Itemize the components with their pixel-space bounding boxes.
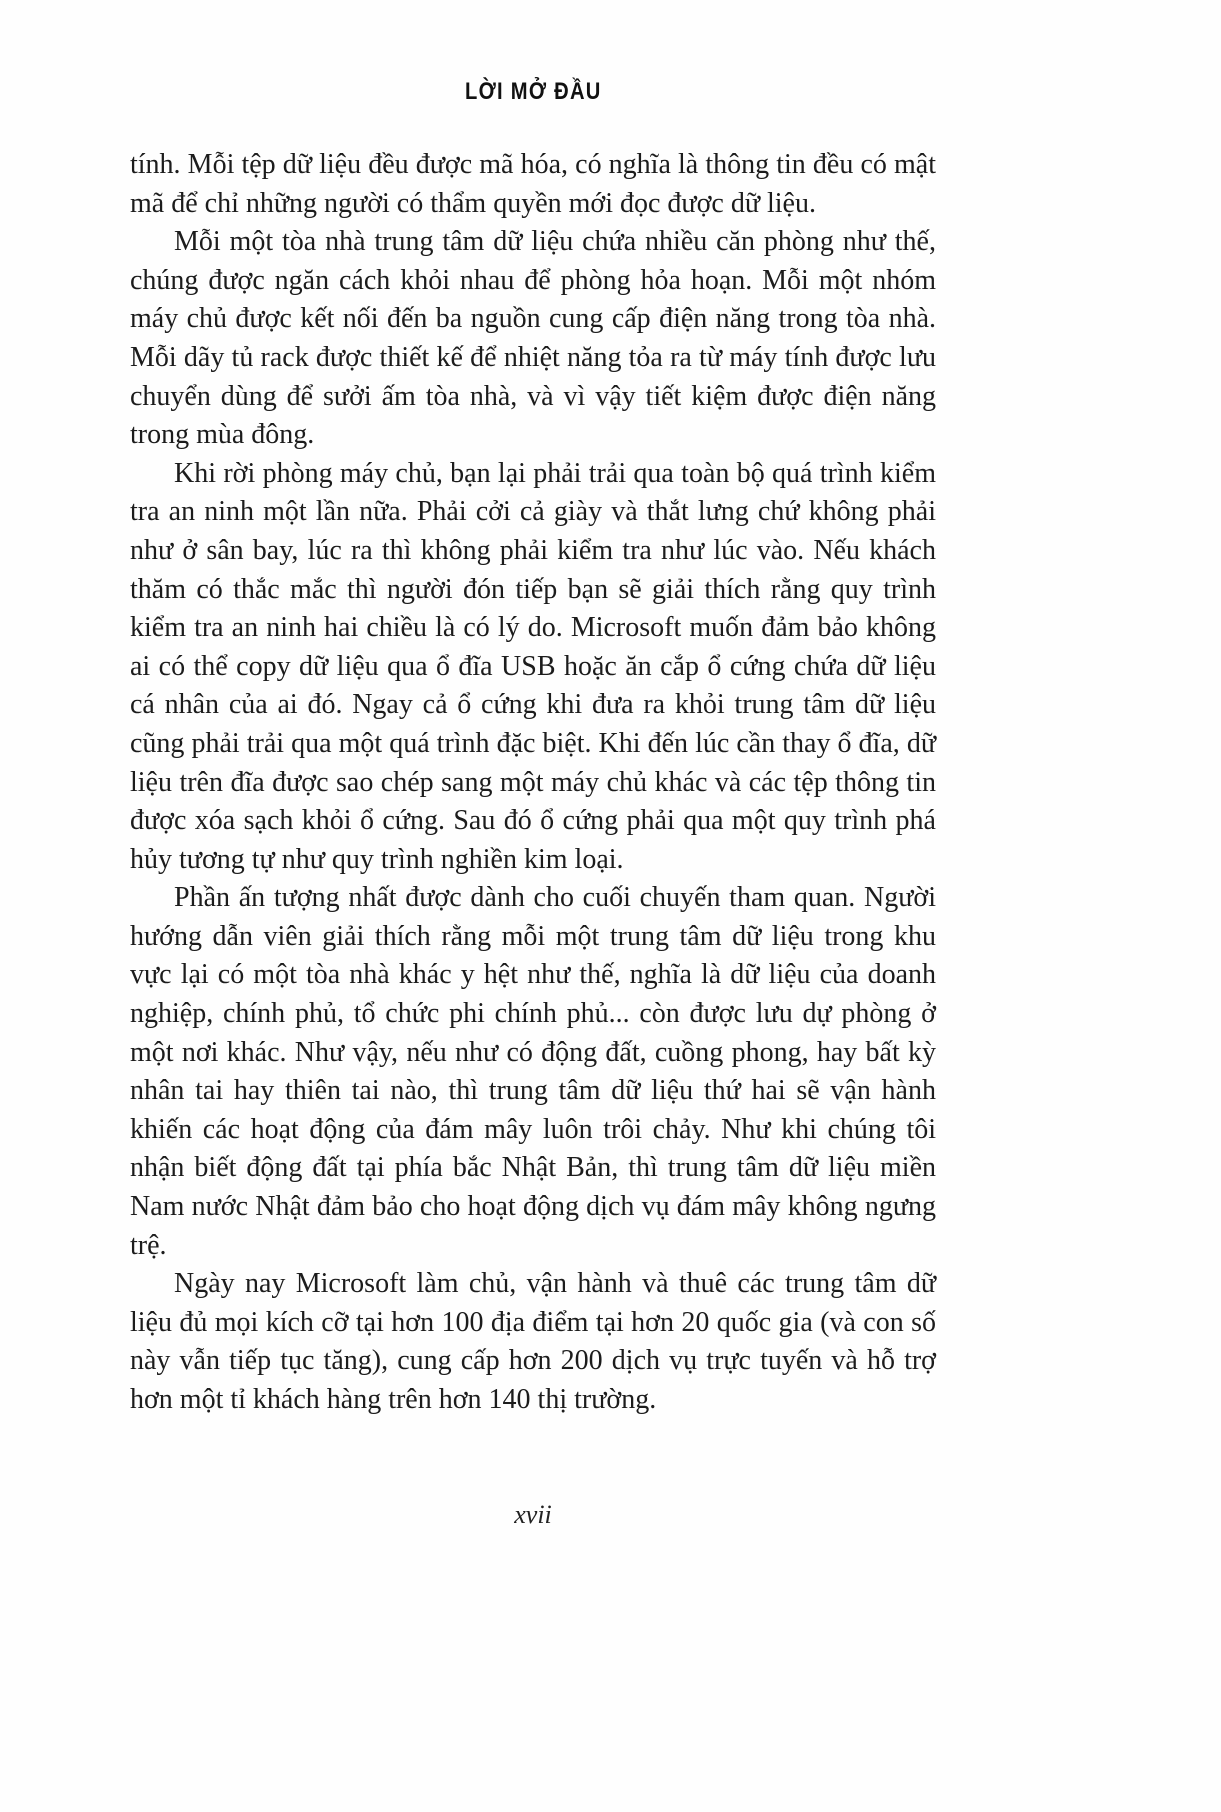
- paragraph: Phần ấn tượng nhất được dành cho cuối chuyến tham quan. Người hướng dẫn viên giải thích rằng mỗi một trung tâm dữ liệu trong khu vực lại có một tòa nhà khác y hệt như thế, nghĩa là dữ liệu của doanh nghiệp, chính phủ, tổ chức phi chính phủ... còn được lưu dự phòng ở một nơi khác. Như vậy, nếu như có động đất, cuồng phong, hay bất kỳ nhân tai hay thiên tai nào, thì trung tâm dữ liệu thứ hai sẽ vận hành khiến các hoạt động của đám mây luôn trôi chảy. Như khi chúng tôi nhận biết động đất tại phía bắc Nhật Bản, thì trung tâm dữ liệu miền Nam nước Nhật đảm bảo cho hoạt động dịch vụ đám mây không ngưng trệ.: [130, 882, 936, 1261]
- page-number: xvii: [514, 1500, 552, 1529]
- running-head: [130, 78, 936, 106]
- paragraph: Mỗi một tòa nhà trung tâm dữ liệu chứa nhiều căn phòng như thế, chúng được ngăn cách khỏi nhau để phòng hỏa hoạn. Mỗi một nhóm máy chủ được kết nối đến ba nguồn cung cấp điện năng trong tòa nhà. Mỗi dãy tủ rack được thiết kế để nhiệt năng tỏa ra từ máy tính được lưu chuyển dùng để sưởi ấm tòa nhà, và vì vậy tiết kiệm được điện năng trong mùa đông.: [130, 226, 936, 451]
- paragraph: tính. Mỗi tệp dữ liệu đều được mã hóa, có nghĩa là thông tin đều có mật mã để chỉ những người có thẩm quyền mới đọc được dữ liệu.: [130, 149, 936, 219]
- paragraph: Khi rời phòng máy chủ, bạn lại phải trải qua toàn bộ quá trình kiểm tra an ninh một lần nữa. Phải cởi cả giày và thắt lưng chứ không phải như ở sân bay, lúc ra thì không phải kiểm tra như lúc vào. Nếu khách thăm có thắc mắc thì người đón tiếp bạn sẽ giải thích rằng quy trình kiểm tra an ninh hai chiều là có lý do. Microsoft muốn đảm bảo không ai có thể copy dữ liệu qua ổ đĩa USB hoặc ăn cắp ổ cứng chứa dữ liệu cá nhân của ai đó. Ngay cả ổ cứng khi đưa ra khỏi trung tâm dữ liệu cũng phải trải qua một quá trình đặc biệt. Khi đến lúc cần thay ổ đĩa, dữ liệu trên đĩa được sao chép sang một máy chủ khác và các tệp thông tin được xóa sạch khỏi ổ cứng. Sau đó ổ cứng phải qua một quy trình phá hủy tương tự như quy trình nghiền kim loại.: [130, 457, 936, 875]
- body-text: [130, 146, 936, 1420]
- chapter-title: LỜI MỞ ĐẦU: [464, 78, 602, 105]
- paragraph: Ngày nay Microsoft làm chủ, vận hành và thuê các trung tâm dữ liệu đủ mọi kích cỡ tại hơn 100 địa điểm tại hơn 20 quốc gia (và con số này vẫn tiếp tục tăng), cung cấp hơn 200 dịch vụ trực tuyến và hỗ trợ hơn một tỉ khách hàng trên hơn 140 thị trường.: [130, 1268, 936, 1415]
